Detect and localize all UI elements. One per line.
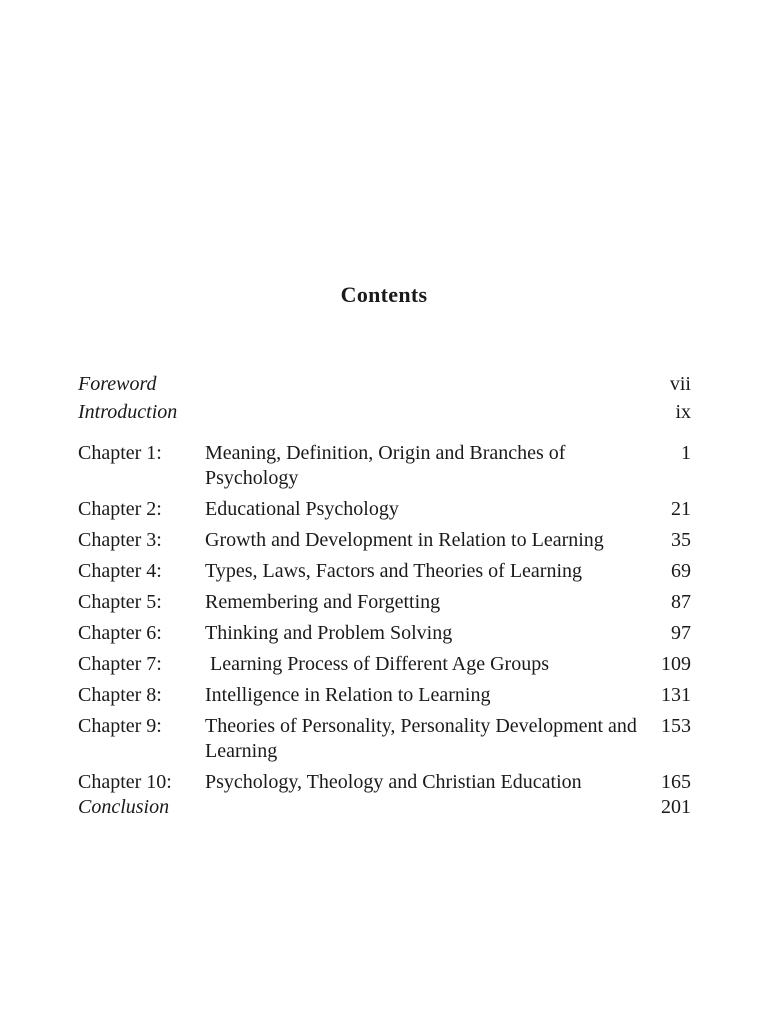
toc-entry-chapter-2 (78, 497, 691, 522)
toc-entry-chapter-5 (78, 590, 691, 615)
toc-entry-chapter-8 (78, 683, 691, 708)
chapter-label: Chapter 10: (78, 771, 172, 793)
page-title: Contents (340, 282, 428, 307)
chapter-label: Chapter 9: (78, 715, 162, 737)
toc-entry-chapter-7 (78, 652, 691, 677)
section-gap (78, 428, 691, 441)
entry-page-number: vii (669, 373, 691, 395)
chapter-title: Educational Psychology (205, 498, 399, 520)
toc-entry-chapter-3 (78, 528, 691, 553)
entry-page-number: 165 (661, 771, 691, 793)
chapter-label: Chapter 5: (78, 591, 162, 613)
chapter-title: Types, Laws, Factors and Theories of Learning (205, 560, 583, 582)
chapter-label: Chapter 1: (78, 442, 162, 464)
chapter-title: Meaning, Definition, Origin and Branches of Psychology (205, 442, 566, 489)
entry-page-number: 87 (671, 591, 691, 613)
entry-label: Introduction (78, 401, 178, 423)
chapter-title: Theories of Personality, Personality Development and Learning (205, 715, 637, 762)
chapter-title: Growth and Development in Relation to Learning (205, 529, 604, 551)
chapter-label: Chapter 7: (78, 653, 162, 675)
toc-entry-conclusion (78, 795, 691, 820)
entry-page-number: 21 (671, 498, 691, 520)
chapter-label: Chapter 4: (78, 560, 162, 582)
chapter-title: Remembering and Forgetting (205, 591, 441, 613)
toc-entry-chapter-9 (78, 714, 691, 764)
chapter-title: Thinking and Problem Solving (205, 622, 453, 644)
entry-page-number: 131 (661, 684, 691, 706)
chapter-label: Chapter 8: (78, 684, 162, 706)
toc-entry-chapter-1 (78, 441, 691, 491)
entry-page-number: ix (675, 401, 691, 423)
entry-page-number: 109 (661, 653, 691, 675)
table-of-contents (78, 372, 691, 820)
entry-label: Conclusion (78, 796, 170, 818)
entry-page-number: 35 (671, 529, 691, 551)
toc-entry-introduction (78, 400, 691, 425)
chapter-label: Chapter 2: (78, 498, 162, 520)
entry-page-number: 1 (681, 442, 691, 464)
entry-label: Foreword (78, 373, 157, 395)
chapter-title: Learning Process of Different Age Groups (205, 653, 549, 675)
chapter-title: Intelligence in Relation to Learning (205, 684, 491, 706)
entry-page-number: 201 (661, 796, 691, 818)
entry-page-number: 97 (671, 622, 691, 644)
entry-page-number: 69 (671, 560, 691, 582)
chapter-label: Chapter 3: (78, 529, 162, 551)
chapter-label: Chapter 6: (78, 622, 162, 644)
toc-entry-foreword (78, 372, 691, 397)
chapter-title: Psychology, Theology and Christian Education (205, 771, 582, 793)
entry-page-number: 153 (661, 715, 691, 737)
toc-entry-chapter-6 (78, 621, 691, 646)
toc-entry-chapter-10 (78, 770, 691, 795)
toc-entry-chapter-4 (78, 559, 691, 584)
